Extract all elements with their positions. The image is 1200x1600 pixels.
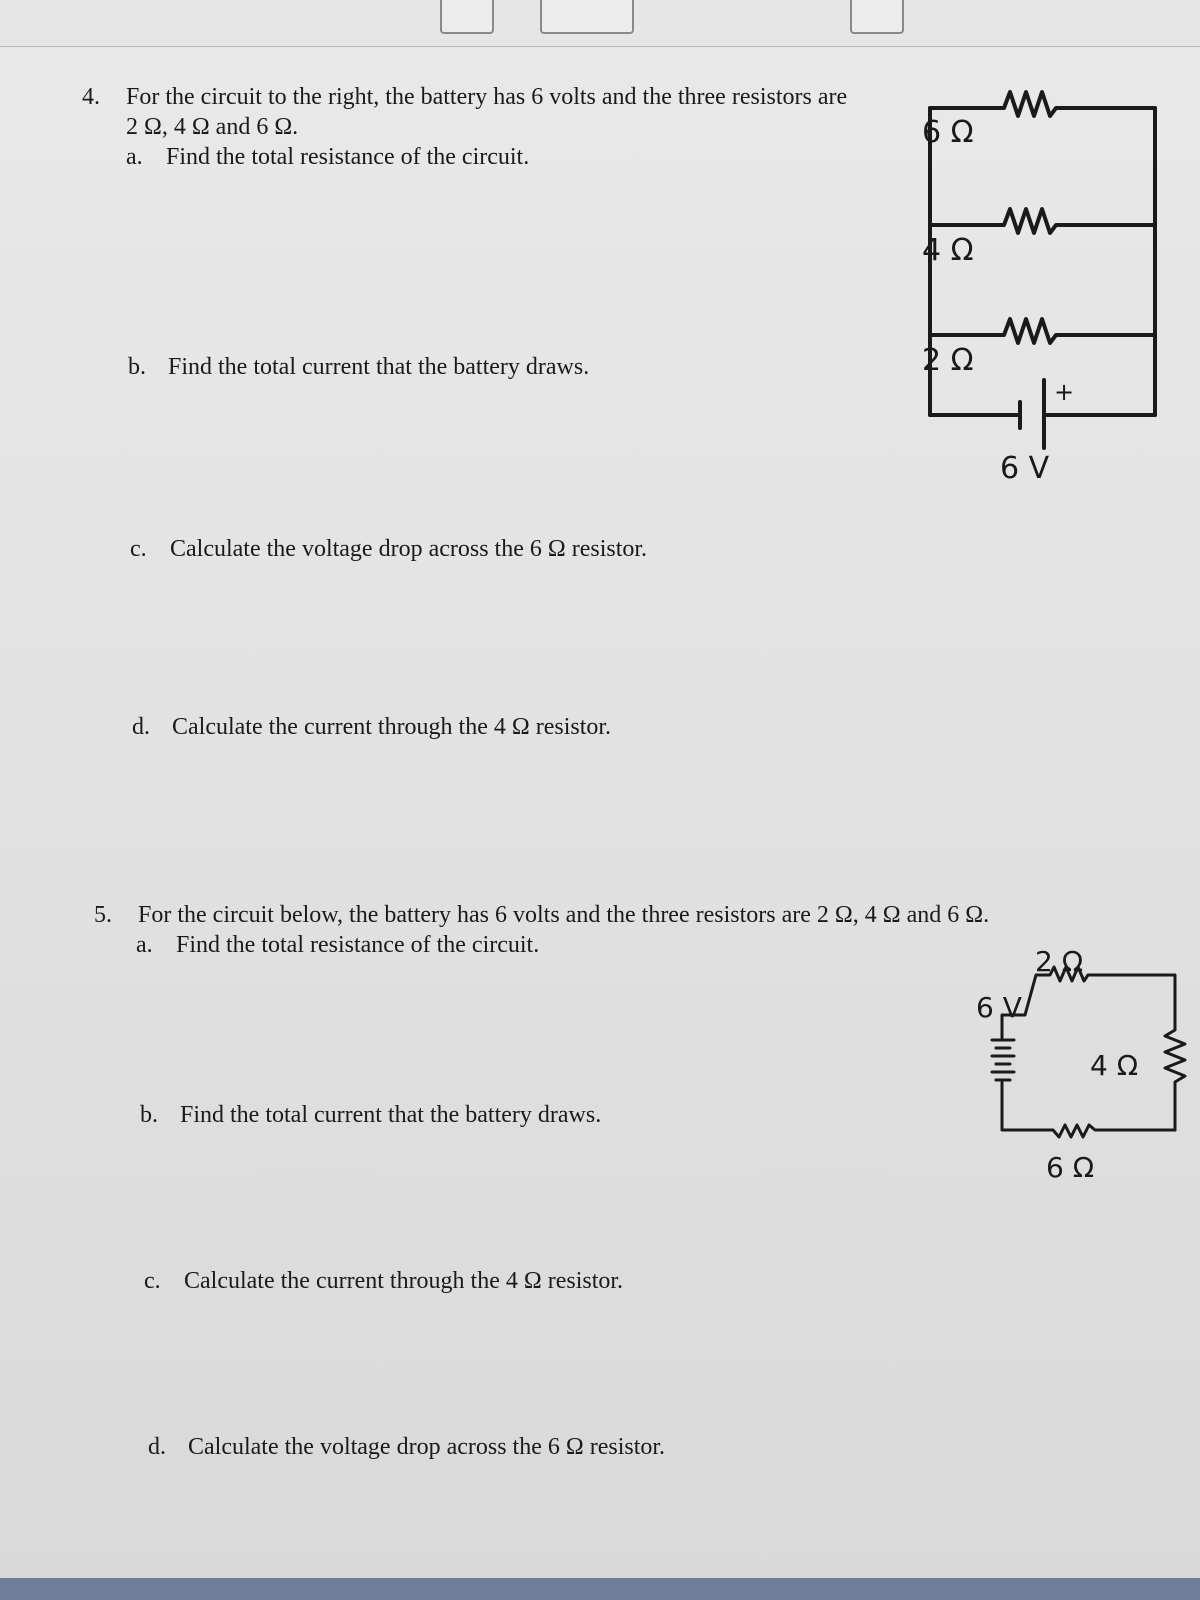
q5-part-c-letter: c. bbox=[144, 1268, 161, 1294]
q4-label-4ohm: 4 Ω bbox=[922, 233, 974, 268]
q4-part-b bbox=[128, 352, 589, 382]
q5-part-d-letter: d. bbox=[148, 1434, 166, 1460]
q4-part-b-letter: b. bbox=[128, 354, 146, 380]
q4-part-c-letter: c. bbox=[130, 536, 147, 562]
q5-circuit-diagram bbox=[970, 945, 1185, 1205]
q5-label-2ohm: 2 Ω bbox=[1035, 945, 1084, 978]
q4-stem-line2: 2 Ω, 4 Ω and 6 Ω. bbox=[126, 114, 299, 140]
q4-part-c bbox=[130, 534, 647, 564]
toolbar-button-shape bbox=[540, 0, 634, 34]
q5-part-b bbox=[140, 1100, 601, 1130]
q5-part-d-text: Calculate the voltage drop across the 6 Ω resistor. bbox=[188, 1434, 666, 1460]
q5-label-4ohm: 4 Ω bbox=[1090, 1049, 1139, 1082]
q5-stem-text: For the circuit below, the battery has 6 volts and the three resistors are 2 Ω, 4 Ω and 6 Ω. bbox=[138, 902, 990, 928]
q4-resistor-2 bbox=[930, 319, 1155, 343]
q5-part-c-text: Calculate the current through the 4 Ω resistor. bbox=[184, 1268, 624, 1294]
q4-part-a-letter: a. bbox=[126, 144, 143, 170]
q4-stem-text-1: For the circuit to the right, the battery has 6 volts and the three resistors are bbox=[126, 84, 848, 110]
q4-battery-label: 6 V bbox=[1000, 451, 1050, 486]
q5-label-6ohm: 6 Ω bbox=[1046, 1151, 1095, 1184]
q4-part-d-text: Calculate the current through the 4 Ω resistor. bbox=[172, 714, 612, 740]
q4-stem-line1 bbox=[82, 82, 847, 112]
q5-stem bbox=[94, 900, 989, 930]
q5-battery-plates bbox=[992, 1040, 1014, 1080]
q5-part-c bbox=[144, 1266, 623, 1296]
q5-part-a bbox=[136, 930, 539, 960]
q4-circuit-diagram bbox=[920, 80, 1170, 500]
q4-part-d bbox=[132, 712, 611, 742]
q4-part-c-text: Calculate the voltage drop across the 6 Ω resistor. bbox=[170, 536, 648, 562]
q5-part-a-letter: a. bbox=[136, 932, 153, 958]
q4-number: 4. bbox=[82, 84, 100, 110]
q5-resistor-4 bbox=[1165, 1015, 1185, 1130]
q5-part-b-text: Find the total current that the battery draws. bbox=[180, 1102, 602, 1128]
q4-part-a-text: Find the total resistance of the circuit. bbox=[166, 144, 530, 170]
q5-number: 5. bbox=[94, 902, 112, 928]
toolbar-button-shape bbox=[440, 0, 494, 34]
q5-part-d bbox=[148, 1432, 665, 1462]
q5-part-a-text: Find the total resistance of the circuit. bbox=[176, 932, 540, 958]
bottom-background-bar bbox=[0, 1578, 1200, 1600]
q4-battery-plus: + bbox=[1054, 378, 1075, 406]
q4-label-2ohm: 2 Ω bbox=[922, 343, 974, 378]
toolbar-button-shape bbox=[850, 0, 904, 34]
q4-part-b-text: Find the total current that the battery draws. bbox=[168, 354, 590, 380]
q4-label-6ohm: 6 Ω bbox=[922, 115, 974, 150]
q4-part-d-letter: d. bbox=[132, 714, 150, 740]
q4-resistor-6 bbox=[930, 92, 1155, 116]
q4-part-a bbox=[126, 142, 529, 172]
q5-part-b-letter: b. bbox=[140, 1102, 158, 1128]
q5-resistor-6 bbox=[1002, 1105, 1175, 1137]
top-toolbar-strip bbox=[0, 0, 1200, 47]
q4-resistor-4 bbox=[930, 209, 1155, 233]
q5-battery-label: 6 V bbox=[976, 991, 1022, 1024]
